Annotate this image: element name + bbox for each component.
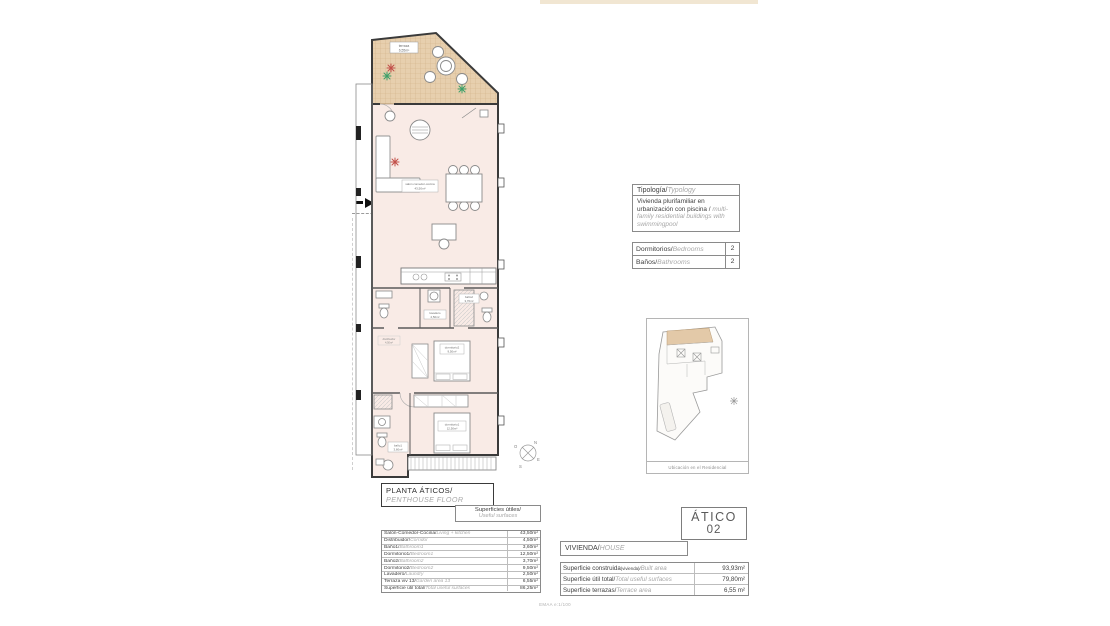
typology-body-es: Vivienda plurifamiliar en urbanización con piscina / (637, 198, 711, 213)
compass-n: N (534, 440, 538, 445)
surface-value: 6,55m² (507, 579, 540, 585)
surface-label-es: Dormitorio1/ (384, 551, 411, 557)
unit-name: ÁTICO (691, 510, 737, 524)
terrace-area-value: 6,55 m² (694, 585, 748, 595)
bathrooms-label-es: Baños/ (636, 258, 658, 266)
surface-label (382, 559, 507, 564)
surface-label (382, 552, 507, 557)
location-caption: Ubicación en el Residencial (647, 461, 748, 473)
surface-label-en: Corridor (410, 538, 428, 544)
useful-surfaces-header (455, 505, 541, 522)
bathrooms-count: 2 (725, 256, 739, 268)
laundry-label (424, 310, 446, 319)
terrace-area: 6,55m² (398, 48, 410, 53)
core-section-marks (356, 126, 361, 400)
surface-row-bath1 (382, 545, 540, 552)
useful-total-label-es: Superficie útil total/ (563, 575, 616, 583)
surface-row-total (382, 586, 540, 592)
surface-label (382, 566, 507, 571)
bedrooms-label (633, 246, 725, 253)
built-area-row (561, 563, 748, 574)
bath2-label (459, 294, 479, 303)
surface-row-terrace (382, 579, 540, 586)
typology-body (633, 196, 739, 231)
bathrooms-label-en: Bathrooms (657, 258, 691, 266)
scale-note: EMAA e:1/100 (539, 602, 571, 607)
bedroom1-area: 12,50m² (446, 426, 458, 431)
vivienda-header (560, 541, 688, 556)
laundry-machine (428, 290, 440, 302)
location-drawing (647, 319, 746, 459)
living-area: 43,50m² (414, 186, 426, 191)
built-area-note: (vivienda)/ (620, 565, 641, 571)
bedroom2-name: dormitorio2 (444, 345, 460, 350)
typology-title-en: Typology (667, 187, 696, 194)
surfaces-table (381, 530, 541, 593)
useful-header-en: Useful surfaces (478, 513, 518, 519)
vivienda-title-es: VIVIENDA/ (565, 545, 600, 552)
bathrooms-label (633, 259, 725, 266)
typology-title (633, 185, 739, 196)
surface-value: 3,70m² (507, 558, 540, 564)
unit-number-box (681, 507, 747, 540)
indoor-plant (391, 158, 399, 166)
kitchen-counter (401, 268, 496, 284)
terrace-area-label (561, 587, 694, 594)
surface-label-es: Baño2/ (384, 558, 400, 564)
floor-lamp (385, 111, 395, 121)
surface-label-en: Bathroom2 (399, 558, 424, 564)
bathrooms-row (633, 256, 739, 268)
bedroom2 (412, 341, 470, 381)
compass-s: S (519, 464, 522, 469)
floor-title-en: PENTHOUSE FLOOR (386, 495, 464, 504)
round-table (410, 120, 430, 140)
surface-value: 43,50m² (507, 531, 540, 537)
surface-value: 4,50m² (507, 538, 540, 544)
useful-header-es: Superficies útiles/ (474, 507, 522, 513)
compass-o: O (514, 444, 518, 449)
surface-value: 12,50m² (507, 551, 540, 557)
unit-number: 02 (706, 524, 722, 536)
bath1-label (388, 442, 408, 452)
surface-label-en: Bathroom1 (399, 545, 424, 551)
surface-label-es: Dormitorio2/ (384, 565, 411, 571)
bath1-area: 3,60m² (393, 447, 403, 452)
surface-label-en: Bedroom2 (410, 565, 434, 571)
house-surfaces-table (560, 562, 749, 596)
surface-label (382, 572, 507, 577)
surface-row-bedroom2 (382, 565, 540, 572)
bedroom1-name: dormitorio1 (444, 422, 460, 427)
wall-unit (480, 110, 488, 117)
bath2-name: baño2 (464, 295, 474, 299)
built-area-label (561, 565, 694, 572)
floor-title-es: PLANTA ÁTICOS/ (386, 486, 453, 495)
top-edge-strip (540, 0, 758, 4)
surface-row-bedroom1 (382, 551, 540, 558)
bedrooms-label-es: Dormitorios/ (636, 245, 673, 253)
surface-label (382, 531, 507, 536)
surface-value: 3,60m² (507, 545, 540, 551)
bedrooms-label-en: Bedrooms (672, 245, 704, 253)
useful-total-label-en: Total useful surfaces (615, 575, 672, 583)
terrace-area-label-en: Terrace area (616, 586, 652, 594)
bedrooms-count: 2 (725, 243, 739, 255)
surface-label-en: Laundry (405, 572, 424, 578)
useful-total-label (561, 576, 694, 583)
floorplan-drawing (350, 28, 560, 480)
surface-value: 86,25m² (507, 586, 540, 592)
useful-total-row (561, 574, 748, 585)
surface-value: 2,50m² (507, 572, 540, 578)
corridor-name: distribuidor (382, 338, 396, 341)
surface-row-corridor (382, 538, 540, 545)
surface-value: 9,50m² (507, 565, 540, 571)
terrace-label (390, 42, 418, 53)
bath1-name: baño1 (393, 443, 403, 448)
bedroom2-area: 9,50m² (447, 349, 457, 354)
balcony-railing (408, 457, 496, 470)
compass-rose (514, 440, 540, 469)
compass-e: E (537, 457, 540, 462)
laundry-area: 2,50m² (430, 314, 440, 319)
surface-label-es: Lavadero/ (384, 572, 406, 578)
surface-row-laundry (382, 572, 540, 579)
corridor-area: 4,50m² (384, 341, 394, 345)
terrace-name: terraza (398, 44, 410, 48)
surface-label-es: Terraza viv 13/ (384, 579, 416, 585)
built-area-value: 93,93m² (694, 563, 748, 573)
living-name: salón comedor-cocina (405, 182, 435, 186)
surface-label-en: Total useful surfaces (425, 586, 471, 592)
dining-table (446, 166, 482, 211)
living-label (402, 180, 438, 192)
rooms-count-table (632, 242, 740, 269)
surface-label-es: Distribuidor/ (384, 538, 411, 544)
surface-label-es: Superficie útil total/ (384, 586, 426, 592)
typology-box (632, 184, 740, 232)
surface-label (382, 538, 507, 543)
surface-label-en: Living + kitchen (436, 531, 471, 537)
floor-title-box (381, 483, 494, 507)
surface-row-living (382, 531, 540, 538)
bedrooms-row (633, 243, 739, 256)
surface-label-es: Salón-Comedor-Cocina/ (384, 531, 437, 537)
vivienda-title-en: HOUSE (599, 545, 625, 552)
surface-label (382, 586, 507, 591)
bath2-area: 3,70m² (464, 298, 474, 303)
surface-label-en: Garden area 13 (415, 579, 451, 585)
built-area-label-en: Built area (640, 564, 667, 572)
typology-title-es: Tipología/ (637, 187, 668, 194)
terrace-area-row (561, 585, 748, 595)
location-diagram-box (646, 318, 749, 474)
surface-label-en: Bedroom1 (410, 551, 434, 557)
built-area-label-es: Superficie construida (563, 564, 621, 572)
surface-label-es: Baño1/ (384, 545, 400, 551)
laundry-name: lavadero (429, 311, 441, 315)
terrace-area-label-es: Superficie terrazas/ (563, 586, 617, 594)
surface-label (382, 545, 507, 550)
surface-row-bath2 (382, 558, 540, 565)
surface-label (382, 579, 507, 584)
useful-total-value: 79,80m² (694, 574, 748, 584)
mini-compass-icon (730, 397, 738, 405)
typology-body-en: multi-family residential buildings with swimmingpool (637, 205, 728, 228)
